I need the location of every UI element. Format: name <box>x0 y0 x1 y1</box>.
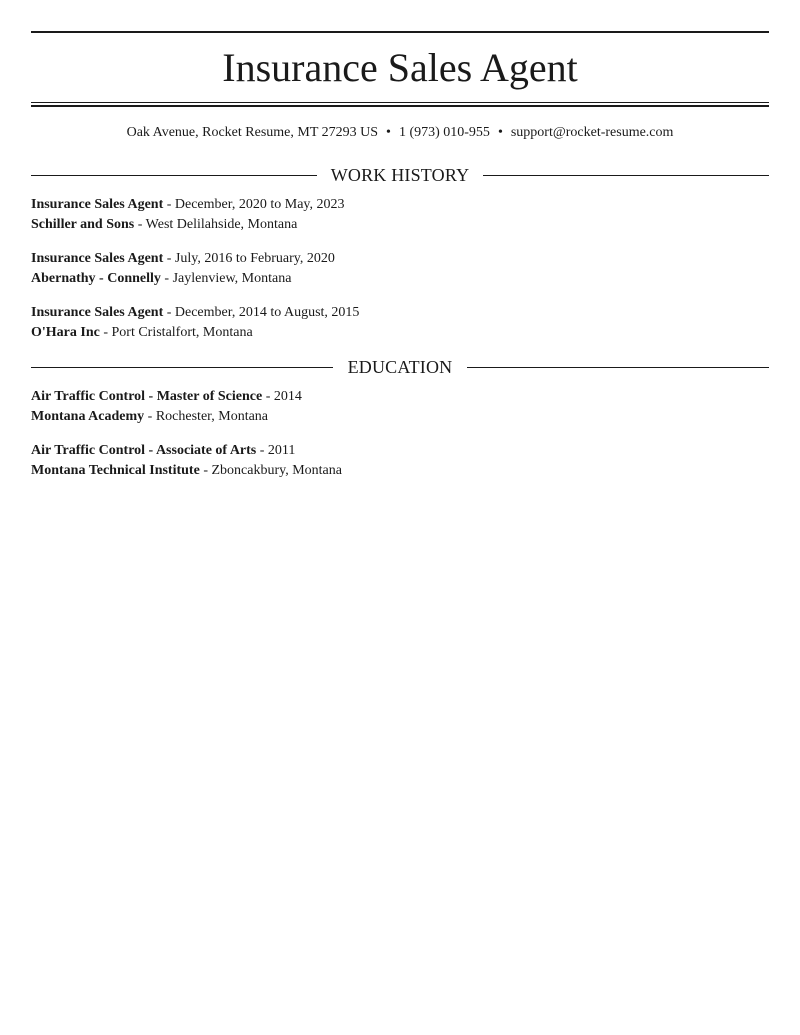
job-title: Insurance Sales Agent <box>31 251 164 266</box>
education-entry-school-line <box>31 407 769 427</box>
work-history-heading <box>31 163 769 187</box>
work-entry-title-line <box>31 303 769 323</box>
education-entry <box>31 441 769 481</box>
work-entry-title-line <box>31 195 769 215</box>
job-title: Insurance Sales Agent <box>31 305 164 320</box>
contact-email: support@rocket-resume.com <box>510 125 674 140</box>
school-name: Montana Technical Institute <box>31 463 200 478</box>
degree-name: Air Traffic Control - Associate of Arts <box>31 443 257 458</box>
education-entry-school-line <box>31 461 769 481</box>
education-heading-label: EDUCATION <box>347 357 453 377</box>
top-rule <box>31 31 769 33</box>
work-entry <box>31 303 769 343</box>
job-dates: - July, 2016 to February, 2020 <box>163 251 335 266</box>
work-entry <box>31 195 769 235</box>
school-location: - Zboncakbury, Montana <box>199 463 342 478</box>
job-dates: - December, 2014 to August, 2015 <box>163 305 360 320</box>
employer-location: - Port Cristalfort, Montana <box>99 325 253 340</box>
work-entry-employer-line <box>31 323 769 343</box>
education-entry <box>31 387 769 427</box>
contact-separator: • <box>386 125 391 140</box>
education-entry-degree-line <box>31 387 769 407</box>
school-name: Montana Academy <box>31 409 145 424</box>
education-heading <box>31 355 769 379</box>
employer-name: Abernathy - Connelly <box>31 271 161 286</box>
title-rule-thick <box>31 105 769 107</box>
degree-name: Air Traffic Control - Master of Science <box>31 389 263 404</box>
degree-year: - 2014 <box>262 389 302 404</box>
contact-separator: • <box>497 125 503 140</box>
employer-location: - Jaylenview, Montana <box>160 271 292 286</box>
title-rule-thin <box>31 102 769 103</box>
job-title: Insurance Sales Agent <box>31 197 164 212</box>
work-entry <box>31 249 769 289</box>
work-entry-employer-line <box>31 269 769 289</box>
contact-address: Oak Avenue, Rocket Resume, MT 27293 US <box>126 125 379 140</box>
education-entry-degree-line <box>31 441 769 461</box>
contact-phone: 1 (973) 010-955 <box>398 125 490 140</box>
job-dates: - December, 2020 to May, 2023 <box>163 197 345 212</box>
work-entry-title-line <box>31 249 769 269</box>
employer-name: O'Hara Inc <box>31 325 100 340</box>
heading-rule-right <box>483 175 769 176</box>
work-history-heading-label: WORK HISTORY <box>330 165 470 185</box>
employer-location: - West Delilahside, Montana <box>134 217 298 232</box>
resume-title: Insurance Sales Agent <box>222 45 578 90</box>
contact-line <box>31 123 769 143</box>
employer-name: Schiller and Sons <box>31 217 135 232</box>
degree-year: - 2011 <box>256 443 296 458</box>
heading-rule-right <box>467 367 769 368</box>
work-entry-employer-line <box>31 215 769 235</box>
school-location: - Rochester, Montana <box>144 409 269 424</box>
